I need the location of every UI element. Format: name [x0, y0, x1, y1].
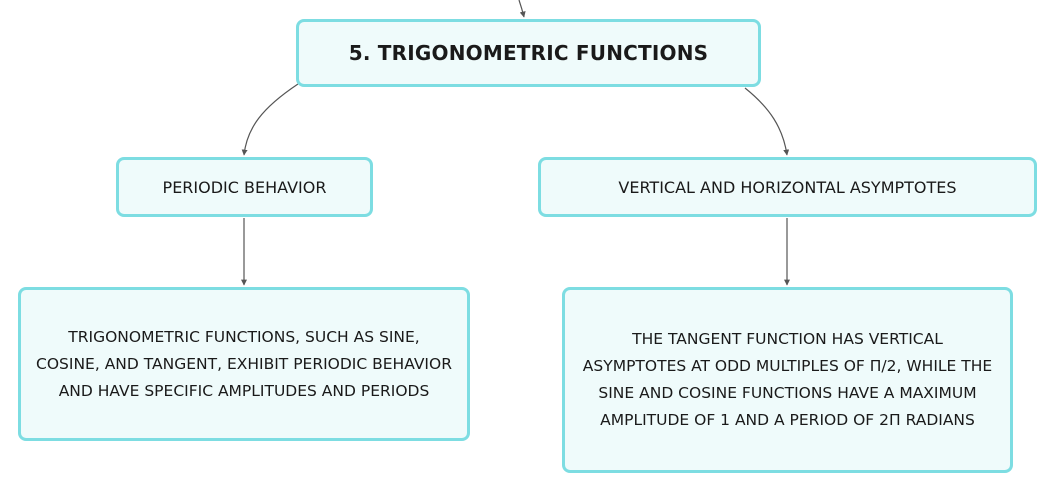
periodic-behavior-label: PERIODIC BEHAVIOR [162, 177, 327, 197]
asymptotes-label: VERTICAL AND HORIZONTAL ASYMPTOTES [618, 177, 957, 197]
periodic-behavior-detail-text: TRIGONOMETRIC FUNCTIONS, SUCH AS SINE, COSINE, AND TANGENT, EXHIBIT PERIODIC BEHAVIOR AND HAVE SPECIFIC AMPLITUDES AND PERIODS [36, 327, 452, 400]
asymptotes-detail-node[interactable] [562, 287, 1013, 473]
connector-root-to-asymptotes [745, 88, 787, 155]
root-topic-node[interactable] [296, 19, 761, 87]
asymptotes-detail-text: THE TANGENT FUNCTION HAS VERTICAL ASYMPTOTES AT ODD MULTIPLES OF Π/2, WHILE THE SINE AND COSINE FUNCTIONS HAVE A MAXIMUM AMPLITUDE OF 1 AND A PERIOD OF 2Π RADIANS [582, 330, 993, 429]
root-topic-label: 5. TRIGONOMETRIC FUNCTIONS [348, 41, 709, 65]
connector-parent-to-root [519, 0, 524, 17]
periodic-behavior-detail-node[interactable] [18, 287, 470, 441]
asymptotes-node[interactable] [538, 157, 1037, 217]
periodic-behavior-node[interactable] [116, 157, 373, 217]
connector-root-to-periodic-behavior [244, 84, 298, 155]
